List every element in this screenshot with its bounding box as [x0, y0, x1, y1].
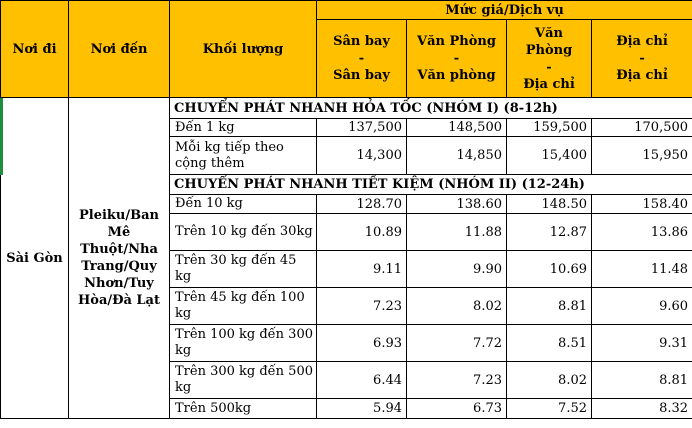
g1-row2-weight[interactable]: Mỗi kg tiếp theo cộng thêm [170, 137, 317, 175]
g2-row7-price-4[interactable]: 8.32 [592, 399, 692, 419]
g2-row3-price-3[interactable]: 10.69 [507, 251, 592, 288]
service-1-line2: Sân bay [333, 68, 390, 83]
g2-row3-price-2[interactable]: 9.90 [407, 251, 507, 288]
g2-row2-price-3[interactable]: 12.87 [507, 214, 592, 251]
g2-row4-price-1[interactable]: 7.23 [317, 288, 407, 325]
service-4-sep: - [639, 51, 645, 66]
service-4-line2: Địa chỉ [616, 68, 668, 83]
g2-row6-weight[interactable]: Trên 300 kg đến 500 kg [170, 362, 317, 399]
service-1-line1: Sân bay [333, 34, 390, 49]
g2-row7-price-2[interactable]: 6.73 [407, 399, 507, 419]
g2-row6-price-4[interactable]: 8.81 [592, 362, 692, 399]
g2-row4-price-2[interactable]: 8.02 [407, 288, 507, 325]
g2-row5-price-3[interactable]: 8.51 [507, 325, 592, 362]
g2-row7-price-1[interactable]: 5.94 [317, 399, 407, 419]
g2-row6-price-2[interactable]: 7.23 [407, 362, 507, 399]
header-price-group[interactable]: Mức giá/Dịch vụ [317, 1, 692, 20]
g2-row5-price-4[interactable]: 9.31 [592, 325, 692, 362]
destination-cell[interactable]: Pleiku/Ban Mê Thuột/Nha Trang/Quy Nhơn/Tuy Hòa/Đà Lạt [69, 98, 170, 419]
origin-cell[interactable]: Sài Gòn [1, 98, 69, 419]
service-3-line1: Văn Phòng [525, 25, 573, 58]
g2-row6-price-3[interactable]: 8.02 [507, 362, 592, 399]
g1-row1-price-2[interactable]: 148,500 [407, 119, 507, 137]
g2-row7-weight[interactable]: Trên 500kg [170, 399, 317, 419]
g2-row1-weight[interactable]: Đến 10 kg [170, 195, 317, 214]
service-2-line1: Văn Phòng [417, 34, 496, 49]
g2-row4-weight[interactable]: Trên 45 kg đến 100 kg [170, 288, 317, 325]
row-selection-marker [0, 98, 3, 175]
g2-row5-weight[interactable]: Trên 100 kg đến 300 kg [170, 325, 317, 362]
service-2-line2: Văn phòng [417, 68, 496, 83]
g2-row4-price-3[interactable]: 8.81 [507, 288, 592, 325]
g2-row7-price-3[interactable]: 7.52 [507, 399, 592, 419]
service-2-sep: - [453, 51, 460, 66]
header-service-2[interactable] [407, 20, 507, 98]
g2-row5-price-2[interactable]: 7.72 [407, 325, 507, 362]
g1-row1-price-3[interactable]: 159,500 [507, 119, 592, 137]
g2-row2-weight[interactable]: Trên 10 kg đến 30kg [170, 214, 317, 251]
g2-row2-price-2[interactable]: 11.88 [407, 214, 507, 251]
service-3-sep: - [546, 59, 552, 75]
header-service-1[interactable] [317, 20, 407, 98]
group-2-title[interactable]: CHUYỂN PHÁT NHANH TIẾT KIỆM (NHÓM II) (12-24h) [170, 175, 692, 195]
g2-row1-price-1[interactable]: 128.70 [317, 195, 407, 214]
g2-row6-price-1[interactable]: 6.44 [317, 362, 407, 399]
header-service-4[interactable] [592, 20, 692, 98]
header-service-3[interactable] [507, 20, 592, 98]
service-4-line1: Địa chỉ [616, 34, 668, 49]
g2-row3-price-4[interactable]: 11.48 [592, 251, 692, 288]
g1-row1-price-1[interactable]: 137,500 [317, 119, 407, 137]
header-destination[interactable]: Nơi đến [69, 1, 170, 98]
g2-row3-price-1[interactable]: 9.11 [317, 251, 407, 288]
g2-row1-price-2[interactable]: 138.60 [407, 195, 507, 214]
service-1-sep: - [358, 51, 365, 66]
g2-row5-price-1[interactable]: 6.93 [317, 325, 407, 362]
g2-row2-price-1[interactable]: 10.89 [317, 214, 407, 251]
group-1-title[interactable]: CHUYỂN PHÁT NHANH HỎA TỐC (NHÓM I) (8-12h) [170, 98, 692, 119]
g2-row1-price-3[interactable]: 148.50 [507, 195, 592, 214]
g1-row2-price-3[interactable]: 15,400 [507, 137, 592, 175]
g2-row2-price-4[interactable]: 13.86 [592, 214, 692, 251]
g2-row3-weight[interactable]: Trên 30 kg đến 45 kg [170, 251, 317, 288]
g2-row4-price-4[interactable]: 9.60 [592, 288, 692, 325]
g2-row1-price-4[interactable]: 158.40 [592, 195, 692, 214]
g1-row1-weight[interactable]: Đến 1 kg [170, 119, 317, 137]
g1-row2-price-1[interactable]: 14,300 [317, 137, 407, 175]
header-origin[interactable]: Nơi đi [1, 1, 69, 98]
g1-row1-price-4[interactable]: 170,500 [592, 119, 692, 137]
g1-row2-price-4[interactable]: 15,950 [592, 137, 692, 175]
header-weight[interactable]: Khối lượng [170, 1, 317, 98]
g1-row2-price-2[interactable]: 14,850 [407, 137, 507, 175]
service-3-line2: Địa chỉ [523, 76, 575, 92]
